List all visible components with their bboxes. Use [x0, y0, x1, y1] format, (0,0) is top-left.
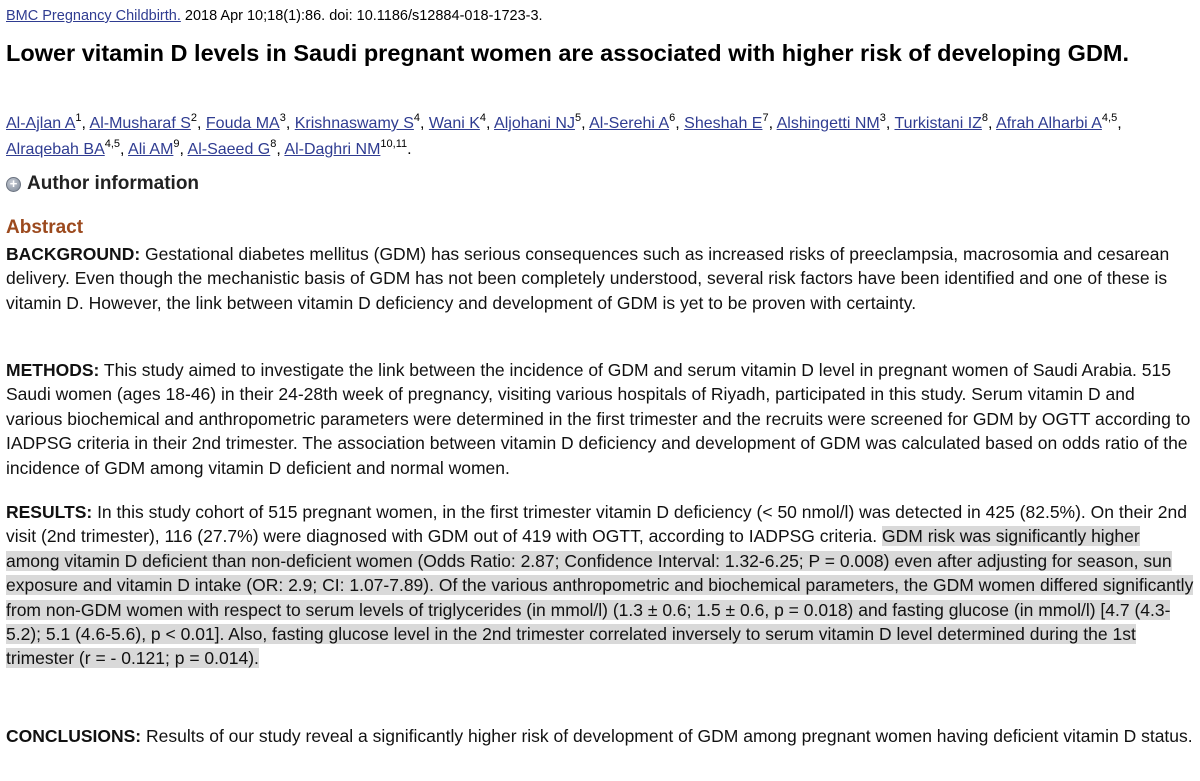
author-separator: ,: [285, 115, 295, 132]
author-link[interactable]: Fouda MA: [205, 115, 280, 132]
conclusions-text: Results of our study reveal a significantly higher risk of development of GDM among pregnant women having deficient vitamin D status.: [141, 726, 1193, 746]
abstract-results: [6, 500, 1194, 671]
author-affiliation-number: 8: [270, 138, 277, 150]
author-link[interactable]: Alraqebah BA: [6, 141, 105, 158]
author-link[interactable]: Aljohani NJ: [494, 115, 575, 132]
author-link[interactable]: Wani K: [428, 115, 480, 132]
author-separator: ,: [988, 115, 997, 132]
author-link[interactable]: Al-Serehi A: [589, 115, 670, 132]
author-affiliation-number: 4,5: [104, 138, 121, 150]
author-affiliation-number: 1: [75, 112, 82, 124]
methods-text: This study aimed to investigate the link between the incidence of GDM and serum vitamin D level in pregnant women of Saudi Arabia. 515 Saudi women (ages 18-46) in their 24-28th week of pregnancy, visiting various hospitals of Riyadh, participated in this study. Serum vitamin D and various biochemical and anthropometric parameters were determined in the first trimester and the recruits were screened for GDM by OGTT according to IADPSG criteria in their 2nd trimester. The association between vitamin D deficiency and development of GDM was calculated based on odds ratio of the incidence of GDM among vitamin D deficient and normal women.: [6, 360, 1191, 478]
background-text: Gestational diabetes mellitus (GDM) has serious consequences such as increased risks of preeclampsia, macrosomia and cesarean delivery. Even though the mechanistic basis of GDM has not been completely understood, several risk factors have been identified and one of these is vitamin D. However, the link between vitamin D deficiency and development of GDM is yet to be proven with certainty.: [6, 244, 1170, 313]
author-separator: ,: [768, 115, 777, 132]
author-link[interactable]: Al-Musharaf S: [89, 115, 191, 132]
author-separator: ,: [120, 141, 129, 158]
author-list: [6, 111, 1196, 163]
author-separator: .: [407, 141, 412, 158]
results-highlighted-text: GDM risk was significantly higher among vitamin D deficient than non-deficient women (Odds Ratio: 2.87; Confidence Interval: 1.32-6.25; P = 0.008) even after adjusting for season, sun exposure and vitamin D intake (OR: 2.9; CI: 1.07-7.89). Of the various anthropometric and biochemical parameters, the GDM women differed significantly from non-GDM women with respect to serum levels of triglycerides (in mmol/l) (1.3 ± 0.6; 1.5 ± 0.6, p = 0.018) and fasting glucose (in mmol/l) [4.7 (4.3-5.2); 5.1 (4.6-5.6), p < 0.01]. Also, fasting glucose level in the 2nd trimester correlated inversely to serum vitamin D level determined during the 1st trimester (r = - 0.121; p = 0.014).: [6, 526, 1194, 669]
article-title: Lower vitamin D levels in Saudi pregnant women are associated with higher risk of developing GDM.: [6, 40, 1130, 66]
author-affiliation-number: 4: [413, 112, 421, 124]
author-link[interactable]: Turkistani IZ: [894, 115, 982, 132]
author-separator: ,: [1117, 115, 1122, 132]
author-separator: ,: [486, 115, 495, 132]
author-affiliation-number: 9: [173, 138, 180, 150]
author-link[interactable]: Krishnaswamy S: [294, 115, 414, 132]
author-affiliation-number: 10,11: [380, 138, 408, 150]
author-link[interactable]: Al-Ajlan A: [6, 115, 76, 132]
abstract-background: [6, 242, 1194, 315]
author-affiliation-number: 2: [190, 112, 198, 124]
author-separator: ,: [197, 115, 206, 132]
results-label: RESULTS:: [6, 502, 93, 522]
conclusions-label: CONCLUSIONS:: [6, 726, 142, 746]
author-affiliation-number: 7: [762, 112, 769, 124]
author-information-toggle[interactable]: [6, 172, 199, 196]
abstract-heading: Abstract: [6, 217, 84, 238]
author-affiliation-number: 4: [479, 112, 487, 124]
author-link[interactable]: Alshingetti NM: [776, 115, 880, 132]
author-link[interactable]: Al-Saeed G: [187, 141, 271, 158]
author-affiliation-number: 5: [574, 112, 582, 124]
author-separator: ,: [885, 115, 895, 132]
citation-details: 2018 Apr 10;18(1):86. doi: 10.1186/s12884-018-1723-3.: [180, 8, 543, 24]
author-affiliation-number: 4,5: [1101, 112, 1118, 124]
author-link[interactable]: Afrah Alharbi A: [996, 115, 1102, 132]
author-affiliation-number: 3: [279, 112, 286, 124]
abstract-conclusions: [6, 724, 1194, 748]
author-separator: ,: [581, 115, 590, 132]
author-link[interactable]: Sheshah E: [684, 115, 763, 132]
background-label: BACKGROUND:: [6, 244, 141, 264]
expand-plus-icon[interactable]: +: [6, 177, 21, 192]
author-information-label: Author information: [27, 173, 200, 194]
author-affiliation-number: 3: [879, 112, 886, 124]
methods-label: METHODS:: [6, 360, 100, 380]
author-separator: ,: [276, 141, 285, 158]
author-separator: ,: [81, 115, 90, 132]
results-text: In this study cohort of 515 pregnant women, in the first trimester vitamin D deficiency (< 50 nmol/l) was detected in 425 (82.5%). On their 2nd visit (2nd trimester), 116 (27.7%) were diagnosed with GDM out of 419 with OGTT, according to IADPSG criteria.: [6, 502, 1187, 547]
citation-line: [6, 6, 543, 26]
author-link[interactable]: Al-Daghri NM: [284, 141, 381, 158]
author-affiliation-number: 8: [981, 112, 989, 124]
author-affiliation-number: 6: [669, 112, 676, 124]
author-separator: ,: [179, 141, 188, 158]
journal-link[interactable]: BMC Pregnancy Childbirth.: [6, 8, 181, 24]
author-separator: ,: [675, 115, 685, 132]
abstract-methods: [6, 358, 1194, 480]
author-separator: ,: [420, 115, 429, 132]
author-link[interactable]: Ali AM: [128, 141, 174, 158]
